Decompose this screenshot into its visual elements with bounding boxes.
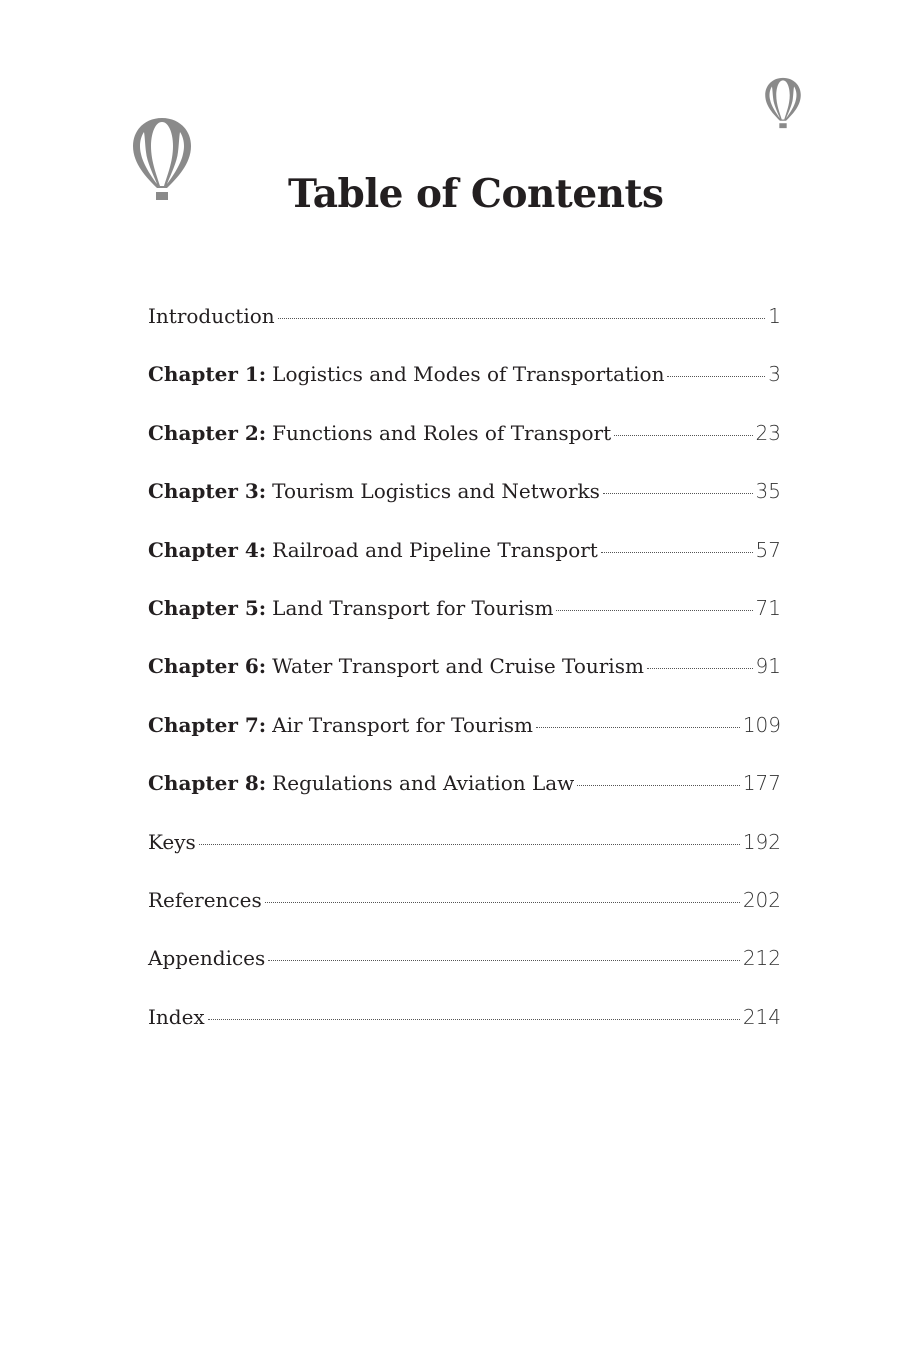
toc-entry-title: Land Transport for Tourism xyxy=(272,595,554,620)
toc-entry-title: Appendices xyxy=(148,946,266,971)
toc-page-number: 214 xyxy=(742,1004,781,1029)
hot-air-balloon-icon xyxy=(764,76,802,130)
dot-leader xyxy=(577,785,740,786)
toc-page-number: 23 xyxy=(755,420,781,445)
toc-entry-title: Functions and Roles of Transport xyxy=(272,420,612,445)
toc-entry-title: Air Transport for Tourism xyxy=(272,712,533,737)
chapter-number: Chapter 6: xyxy=(148,654,267,679)
chapter-number: Chapter 4: xyxy=(148,537,267,562)
toc-page-number: 212 xyxy=(742,946,781,971)
toc-entry-title: Tourism Logistics and Networks xyxy=(272,479,600,504)
toc-entry-chapter-6[interactable] xyxy=(148,646,781,704)
chapter-number: Chapter 2: xyxy=(148,420,267,445)
dot-leader xyxy=(278,318,766,319)
toc-entry-chapter-5[interactable] xyxy=(148,588,781,646)
toc-page-number: 35 xyxy=(755,479,781,504)
toc-page-number: 3 xyxy=(768,362,781,387)
toc-entry-title: Keys xyxy=(148,829,196,854)
dot-leader xyxy=(265,902,740,903)
toc-entry-chapter-7[interactable] xyxy=(148,705,781,763)
dot-leader xyxy=(556,610,752,611)
toc-entry-title: References xyxy=(148,887,262,912)
dot-leader xyxy=(268,960,740,961)
toc-entry-references[interactable] xyxy=(148,880,781,938)
toc-entry-introduction[interactable] xyxy=(148,296,781,354)
toc-entry-chapter-1[interactable] xyxy=(148,354,781,412)
dot-leader xyxy=(647,668,753,669)
toc-page-number: 202 xyxy=(742,887,781,912)
table-of-contents xyxy=(148,296,781,1055)
toc-entry-title: Index xyxy=(148,1004,205,1029)
toc-entry-index[interactable] xyxy=(148,997,781,1055)
toc-entry-chapter-2[interactable] xyxy=(148,413,781,471)
chapter-number: Chapter 8: xyxy=(148,771,267,796)
toc-entry-title: Railroad and Pipeline Transport xyxy=(272,537,598,562)
dot-leader xyxy=(208,1019,740,1020)
chapter-number: Chapter 5: xyxy=(148,595,267,620)
toc-entry-chapter-8[interactable] xyxy=(148,763,781,821)
toc-entry-keys[interactable] xyxy=(148,822,781,880)
toc-entry-title: Regulations and Aviation Law xyxy=(272,771,575,796)
chapter-number: Chapter 7: xyxy=(148,712,267,737)
toc-entry-appendices[interactable] xyxy=(148,938,781,996)
hot-air-balloon-icon xyxy=(131,116,193,202)
toc-page-number: 192 xyxy=(742,829,781,854)
toc-page-number: 57 xyxy=(755,537,781,562)
toc-entry-chapter-3[interactable] xyxy=(148,471,781,529)
page-title: Table of Contents xyxy=(288,171,664,217)
toc-page-number: 91 xyxy=(755,654,781,679)
toc-entry-title: Logistics and Modes of Transportation xyxy=(272,362,665,387)
toc-page-number: 177 xyxy=(742,771,781,796)
dot-leader xyxy=(536,727,740,728)
chapter-number: Chapter 1: xyxy=(148,362,267,387)
toc-entry-title: Introduction xyxy=(148,304,275,328)
toc-page-number: 1 xyxy=(768,304,781,328)
toc-page-number: 109 xyxy=(742,712,781,737)
dot-leader xyxy=(199,844,740,845)
toc-entry-chapter-4[interactable] xyxy=(148,530,781,588)
dot-leader xyxy=(601,552,753,553)
dot-leader xyxy=(603,493,753,494)
toc-page-number: 71 xyxy=(755,595,781,620)
toc-entry-title: Water Transport and Cruise Tourism xyxy=(272,654,644,679)
dot-leader xyxy=(667,376,765,377)
chapter-number: Chapter 3: xyxy=(148,479,267,504)
dot-leader xyxy=(614,435,752,436)
